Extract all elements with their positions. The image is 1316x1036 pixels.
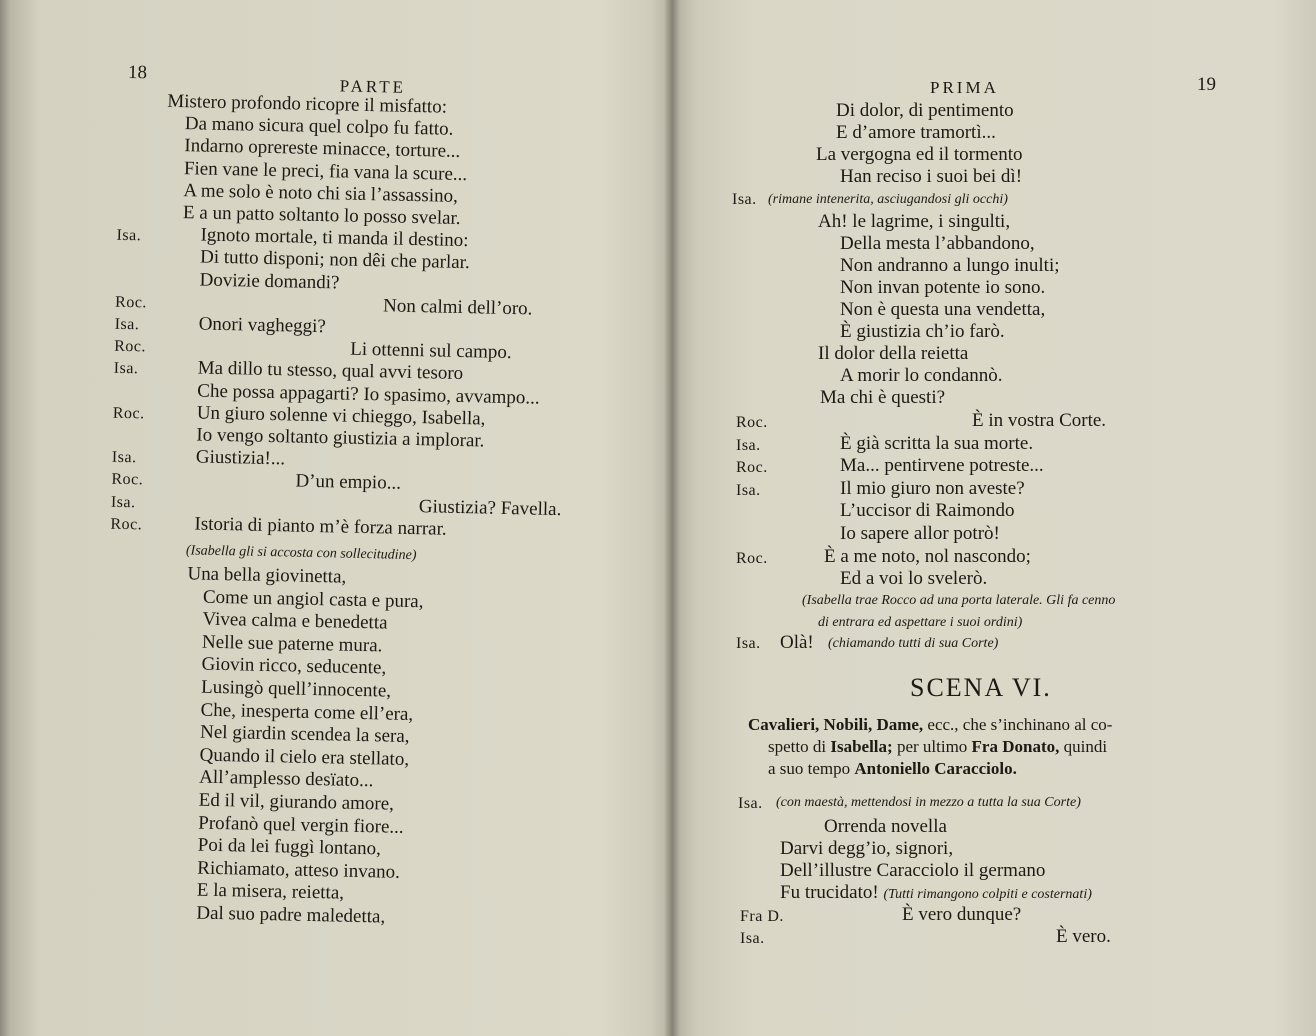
verse-line: Profanò quel vergin fiore...: [198, 812, 404, 838]
verse-line: Richiamato, atteso invano.: [197, 857, 401, 883]
scene-description: spetto di Isabella; per ultimo Fra Donato, quindi: [768, 737, 1108, 756]
verse-line: D’un empio...: [295, 470, 402, 495]
speaker-label: Roc.: [112, 404, 145, 423]
verse-line: Di tutto disponi; non dêi che parlar.: [199, 246, 470, 274]
verse-line: È vero dunque?: [902, 904, 1022, 925]
verse-line: E la misera, reietta,: [196, 879, 345, 905]
verse-line: Giustizia!...: [195, 446, 286, 470]
speaker-label: Isa.: [116, 226, 142, 245]
verse-line: Il dolor della reietta: [818, 343, 969, 364]
verse-line: A morir lo condannò.: [840, 365, 1003, 386]
verse-line: Ma... pentirvene potreste...: [840, 455, 1044, 477]
verse-line: Che, inesperta come ell’era,: [200, 699, 414, 725]
verse-line: Ah! le lagrime, i singulti,: [818, 211, 1011, 232]
verse-line: Non è questa una vendetta,: [840, 299, 1046, 320]
verse-line: È a me noto, nol nascondo;: [824, 545, 1031, 567]
page-number: 18: [127, 61, 148, 84]
speaker-label: Isa.: [732, 191, 757, 208]
speaker-label: Roc.: [736, 549, 768, 567]
verse-line: Io vengo soltanto giustizia a implorar.: [196, 424, 485, 452]
verse-line: A me solo è noto chi sia l’assassino,: [183, 179, 459, 207]
speaker-label: Roc.: [114, 337, 147, 356]
stage-direction: (chiamando tutti di sua Corte): [828, 636, 999, 651]
verse-line: Che possa appagarti? Io spasimo, avvampo...: [197, 380, 540, 409]
verse-line: Io sapere allor potrò!: [840, 523, 1000, 544]
verse-line: Dell’illustre Caracciolo il germano: [780, 860, 1046, 881]
verse-line: Giustizia? Favella.: [418, 495, 562, 520]
stage-direction: (Isabella gli si accosta con sollecitudine): [185, 543, 417, 564]
speaker-label: Isa.: [738, 795, 763, 812]
verse-line: Mistero profondo ricopre il misfatto:: [167, 90, 448, 118]
verse-line: È giustizia ch’io farò.: [840, 321, 1005, 342]
right-page: [672, 0, 1316, 1036]
speaker-label: Roc.: [736, 459, 768, 477]
verse-line: Ma chi è questi?: [820, 387, 946, 408]
verse-line: Han reciso i suoi bei dì!: [840, 166, 1023, 187]
verse-line: È in vostra Corte.: [972, 410, 1107, 431]
verse-line: Della mesta l’abbandono,: [840, 233, 1035, 254]
speaker-label: Isa.: [736, 481, 761, 499]
speaker-label: Roc.: [110, 515, 143, 534]
verse-line: Un giuro solenne vi chieggo, Isabella,: [196, 402, 486, 430]
speaker-label: Isa.: [113, 360, 139, 378]
scene-description: a suo tempo Antoniello Caracciolo.: [768, 759, 1017, 778]
verse-line: Come un angiol casta e pura,: [202, 586, 424, 612]
stage-direction: (Isabella trae Rocco ad una porta laterale. Gli fa cenno: [802, 593, 1116, 608]
verse-line: Non andranno a lungo inulti;: [840, 255, 1060, 276]
verse-line: Onori vagheggi?: [198, 313, 327, 338]
running-head: PRIMA: [930, 78, 999, 97]
verse-line: Olà!: [780, 632, 814, 653]
verse-line: Indarno oprereste minacce, torture...: [184, 135, 461, 163]
verse-line: Orrenda novella: [824, 816, 947, 837]
scene-heading: SCENA VI.: [910, 673, 1052, 702]
scene-description: Cavalieri, Nobili, Dame, ecc., che s’inchinano al co-: [748, 715, 1113, 734]
verse-line: Li ottenni sul campo.: [349, 338, 512, 364]
running-head: PARTE: [339, 76, 407, 97]
verse-line: Una bella giovinetta,: [187, 563, 347, 588]
verse-line: E d’amore tramortì...: [836, 122, 996, 143]
speaker-label: Roc.: [111, 471, 144, 489]
verse-line: Dal suo padre maledetta,: [196, 902, 386, 928]
verse-line: Giovin ricco, seducente,: [201, 654, 387, 679]
verse-line: Ignoto mortale, ti manda il destino:: [200, 224, 469, 252]
speaker-label: Isa.: [114, 315, 140, 334]
speaker-label: Isa.: [111, 448, 137, 467]
speaker-label: Fra D.: [740, 908, 784, 925]
verse-line: La vergogna ed il tormento: [816, 144, 1023, 165]
speaker-label: Isa.: [736, 635, 761, 652]
verse-line: Fien vane le preci, fia vana la scure...: [183, 157, 468, 185]
verse-line: Quando il cielo era stellato,: [199, 744, 410, 770]
verse-line: Ed a voi lo svelerò.: [840, 568, 988, 590]
verse-line: Poi da lei fuggì lontano,: [197, 834, 382, 860]
verse-line: Da mano sicura quel colpo fu fatto.: [184, 113, 454, 140]
verse-line: Non invan potente io sono.: [840, 277, 1046, 298]
speaker-label: Isa.: [736, 436, 761, 454]
verse-line: È vero.: [1056, 926, 1111, 947]
verse-line: Vivea calma e benedetta: [202, 608, 388, 634]
stage-direction: di entrara ed aspettare i suoi ordini): [818, 615, 1023, 630]
speaker-label: Roc.: [736, 414, 768, 431]
stage-direction: (con maestà, mettendosi in mezzo a tutta la sua Corte): [776, 795, 1081, 810]
verse-line: Il mio giuro non aveste?: [840, 477, 1025, 499]
speaker-label: Isa.: [110, 493, 136, 511]
verse-line: Istoria di pianto m’è forza narrar.: [194, 513, 447, 540]
verse-line: Dovizie domandi?: [199, 269, 340, 294]
verse-line: L’uccisor di Raimondo: [840, 500, 1015, 522]
verse-line: Non calmi dell’oro.: [382, 295, 533, 320]
verse-line: E a un patto soltanto lo posso svelar.: [182, 202, 461, 229]
verse-line: Di dolor, di pentimento: [836, 100, 1014, 121]
verse-line: Nelle sue paterne mura.: [201, 631, 383, 657]
speaker-label: Roc.: [114, 293, 148, 312]
verse-line: Fu trucidato! (Tutti rimangono colpiti e costernati): [780, 882, 1092, 903]
verse-line: Ma dillo tu stesso, qual avvi tesoro: [197, 357, 464, 385]
page-number: 19: [1197, 74, 1216, 95]
stage-direction: (rimane intenerita, asciugandosi gli occhi): [768, 192, 1008, 207]
verse-line: Lusingò quell’innocente,: [200, 676, 392, 702]
speaker-label: Isa.: [740, 930, 765, 947]
verse-line: All’amplesso desïato...: [198, 766, 374, 792]
verse-line: Ed il vil, giurando amore,: [198, 789, 395, 815]
verse-line: È già scritta la sua morte.: [840, 432, 1034, 454]
verse-line: Nel giardin scendea la sera,: [199, 721, 410, 748]
book-gutter: [664, 0, 680, 1036]
verse-line: Darvi degg’io, signori,: [780, 838, 954, 859]
